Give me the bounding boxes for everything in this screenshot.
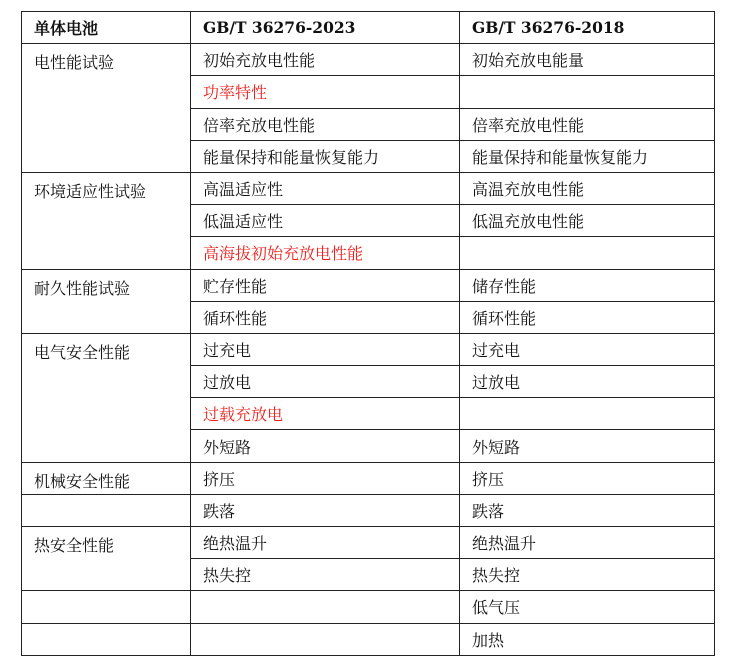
category-cell	[22, 591, 191, 623]
table-row	[22, 269, 715, 301]
gbt-2018-item-cell: 低温充放电性能	[460, 205, 715, 237]
table-row	[22, 430, 715, 462]
gbt-2018-item-cell: 低气压	[460, 591, 715, 623]
gbt-2023-item-cell: 能量保持和能量恢复能力	[191, 140, 460, 172]
gbt-2023-item-cell: 低温适应性	[191, 205, 460, 237]
table-row	[22, 623, 715, 655]
header-cell-cell: 单体电池	[22, 12, 191, 44]
gbt-2018-item-cell: 储存性能	[460, 269, 715, 301]
category-cell	[22, 140, 191, 172]
gbt-2018-item-cell: 热失控	[460, 559, 715, 591]
category-cell	[22, 430, 191, 462]
gbt-2023-item-cell: 热失控	[191, 559, 460, 591]
gbt-2018-item-cell: 倍率充放电性能	[460, 108, 715, 140]
category-cell	[22, 205, 191, 237]
gbt-2018-item-cell: 挤压	[460, 462, 715, 494]
table-row	[22, 462, 715, 494]
table-row	[22, 301, 715, 333]
header-row	[22, 12, 715, 44]
header-cell-2023: GB/T 36276-2023	[191, 12, 460, 44]
gbt-2018-item-cell: 过充电	[460, 333, 715, 365]
category-cell	[22, 559, 191, 591]
table-row	[22, 172, 715, 204]
table-row	[22, 140, 715, 172]
category-cell	[22, 623, 191, 655]
gbt-2023-item-cell: 高温适应性	[191, 172, 460, 204]
table-row	[22, 591, 715, 623]
gbt-2018-item-cell: 加热	[460, 623, 715, 655]
category-cell: 电气安全性能	[22, 333, 191, 365]
table-row	[22, 205, 715, 237]
gbt-2023-item-cell: 外短路	[191, 430, 460, 462]
table-row	[22, 333, 715, 365]
gbt-2018-item-cell: 过放电	[460, 366, 715, 398]
gbt-2018-item-cell: 绝热温升	[460, 527, 715, 559]
table-row	[22, 527, 715, 559]
table-row	[22, 494, 715, 526]
category-cell	[22, 301, 191, 333]
gbt-2018-item-cell: 初始充放电能量	[460, 44, 715, 76]
gbt-2018-item-cell: 能量保持和能量恢复能力	[460, 140, 715, 172]
gbt-2018-item-cell	[460, 237, 715, 269]
table-row	[22, 76, 715, 108]
category-cell: 环境适应性试验	[22, 172, 191, 204]
table-row	[22, 366, 715, 398]
gbt-2023-item-cell: 跌落	[191, 494, 460, 526]
gbt-2023-item-cell: 循环性能	[191, 301, 460, 333]
table-row	[22, 559, 715, 591]
gbt-2018-item-cell	[460, 398, 715, 430]
gbt-2023-item-cell	[191, 623, 460, 655]
table-row	[22, 237, 715, 269]
gbt-2018-item-cell: 高温充放电性能	[460, 172, 715, 204]
table-row	[22, 398, 715, 430]
gbt-2023-item-cell: 倍率充放电性能	[191, 108, 460, 140]
gbt-2018-item-cell: 跌落	[460, 494, 715, 526]
category-cell	[22, 398, 191, 430]
gbt-2023-item-cell: 过放电	[191, 366, 460, 398]
table-row	[22, 44, 715, 76]
gbt-2023-item-cell: 贮存性能	[191, 269, 460, 301]
category-cell: 机械安全性能	[22, 462, 191, 494]
category-cell	[22, 76, 191, 108]
gbt-2023-item-cell: 功率特性	[191, 76, 460, 108]
gbt-2018-item-cell: 外短路	[460, 430, 715, 462]
category-cell: 热安全性能	[22, 527, 191, 559]
gbt-2023-item-cell: 初始充放电性能	[191, 44, 460, 76]
gbt-2023-item-cell	[191, 591, 460, 623]
gbt-2023-item-cell: 挤压	[191, 462, 460, 494]
gbt-2018-item-cell	[460, 76, 715, 108]
gbt-2023-item-cell: 绝热温升	[191, 527, 460, 559]
category-cell: 电性能试验	[22, 44, 191, 76]
category-cell	[22, 237, 191, 269]
category-cell: 耐久性能试验	[22, 269, 191, 301]
category-cell	[22, 494, 191, 526]
category-cell	[22, 108, 191, 140]
header-cell-2018: GB/T 36276-2018	[460, 12, 715, 44]
gbt-2023-item-cell: 高海拔初始充放电性能	[191, 237, 460, 269]
gbt-2023-item-cell: 过充电	[191, 333, 460, 365]
gbt-2018-item-cell: 循环性能	[460, 301, 715, 333]
category-cell	[22, 366, 191, 398]
table-row	[22, 108, 715, 140]
standard-comparison-table	[21, 11, 715, 656]
gbt-2023-item-cell: 过载充放电	[191, 398, 460, 430]
